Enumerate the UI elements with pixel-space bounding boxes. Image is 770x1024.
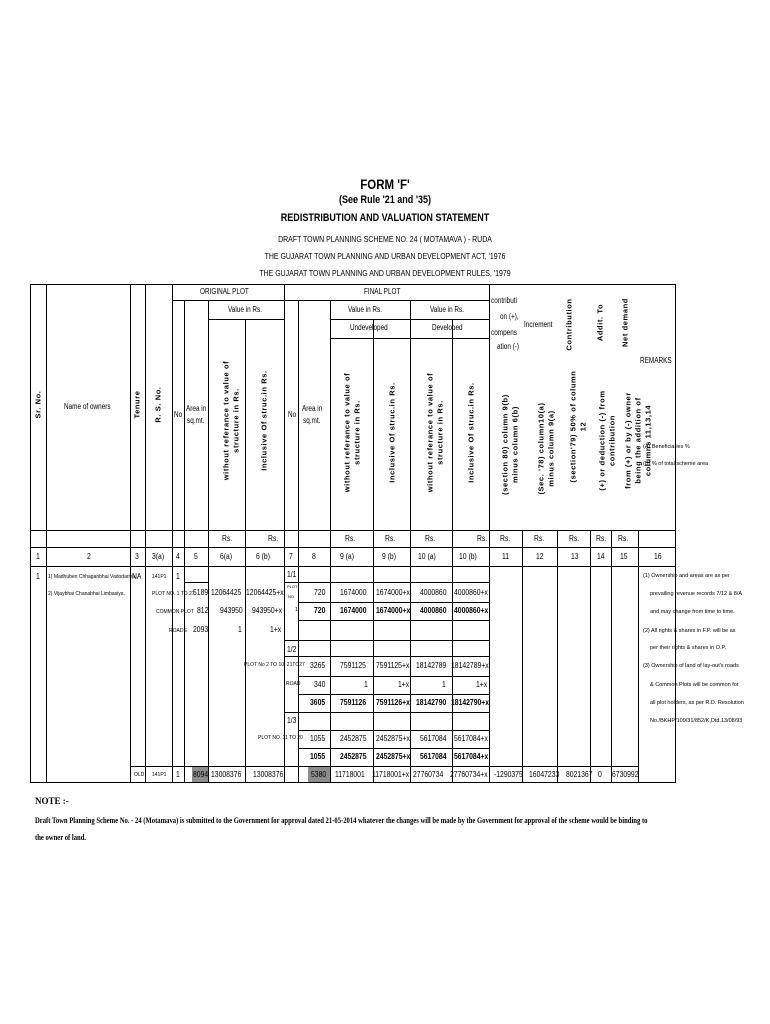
col-14-line2: contribution (607, 415, 617, 466)
remark-line-1: (1) Ownership and areas are as per (643, 573, 730, 579)
col-rsno: R. S. No. (153, 386, 163, 423)
scheme-title: DRAFT TOWN PLANNING SCHEME NO. 24 ( MOTAMAVA ) - RUDA (278, 234, 492, 244)
op-value-2b: 943950+x (252, 606, 283, 615)
plot3-label: PLOT NO. 11 TO 20 (258, 735, 303, 741)
col-area-final: Area in (302, 404, 323, 413)
undeveloped-header: Undeveloped (350, 323, 388, 332)
contri-label-1: contributi (491, 296, 517, 305)
total-13: 8021367 (566, 770, 593, 779)
remarks-b: (B) % of total scheme area (643, 461, 709, 467)
rs-11: Rs. (500, 534, 511, 543)
op-area-2: 812 (197, 606, 209, 615)
addit-label: Addit. To (595, 303, 605, 342)
col-11-line1: (section 80) column 9(b) (500, 394, 510, 495)
rs-10b: Rs. (477, 534, 488, 543)
colnum-3a: 3(a) (152, 552, 165, 561)
op-no-value: 1 (176, 572, 180, 581)
col-6a-line1: without referance to value of (221, 360, 231, 481)
colnum-5: 5 (194, 552, 198, 561)
op-area-3: 2093 (193, 625, 209, 634)
rs-10a: Rs. (425, 534, 436, 543)
note-line-1: Draft Town Planning Scheme No. - 24 (Motamava) is submitted to the Government for approval dated 21-05-2014 whatever the changes will be made by the Government for approval of the scheme would be binding to (35, 815, 648, 825)
fp3-9b: 2452875+x (376, 734, 410, 743)
plot2-label: PLOT No 2 TO 10, 21TO27 (244, 662, 305, 668)
remark-line-3: and may change from time to time. (650, 609, 735, 615)
colnum-9a: 9 (a) (340, 552, 354, 561)
remark-line-2: prevailing revenue records 7/12 & 8/A (650, 591, 743, 597)
original-plot-header: ORIGINAL PLOT (200, 287, 249, 296)
total-6b: 13008376 (253, 770, 284, 779)
total-12: 16047233 (529, 770, 560, 779)
col-6a-line2: structure in Rs. (231, 388, 241, 453)
col-no-final: No (288, 410, 297, 419)
total-9a: 11718001 (335, 770, 365, 779)
fp2-road-10b: 1+x (476, 680, 488, 689)
colnum-10a: 10 (a) (418, 552, 436, 561)
remark-line-5: per their rights & shares in O.P. (650, 645, 727, 651)
col-9a-line1: without referance to value of (342, 372, 352, 493)
rules-title: THE GUJARAT TOWN PLANNING AND URBAN DEVELOPMENT RULES, '1979 (259, 268, 511, 278)
fp3-10a: 5617084 (420, 734, 447, 743)
fp3-total-9a: 2452875 (340, 752, 367, 761)
fp1-10b: 4000860+x (454, 588, 488, 597)
fp2-road-9b: 1+x (398, 680, 410, 689)
fp3-total-10a: 5617084 (420, 752, 447, 761)
fp1-9b: 1674000+x (376, 588, 410, 597)
col-9b: Inclusive Of struc.in Rs. (387, 382, 397, 483)
op-value-3a: 1 (238, 625, 242, 634)
colnum-15: 15 (620, 552, 628, 561)
contri-label-4: ation (-) (497, 342, 520, 351)
fp3-9a: 2452875 (340, 734, 367, 743)
remark-line-9: No./BKHP/109/31/852/K,Dtd.13/08/93 (650, 718, 743, 724)
total-rsno: 141P1 (152, 772, 167, 778)
rs-9b: Rs. (385, 534, 396, 543)
colnum-3: 3 (135, 552, 139, 561)
colnum-8: 8 (312, 552, 316, 561)
total-15: 6730992 (612, 770, 639, 779)
col-15-line2: being the addition of (633, 397, 643, 484)
col-owners: Name of owners (64, 402, 111, 411)
col-12-line2: minus column 9(a) (546, 410, 556, 487)
fp1-10a: 4000860 (420, 588, 447, 597)
owner-1: 1) Madhuben Chhaganbhai Vadodariya (48, 574, 135, 580)
col-no-orig: No (174, 410, 183, 419)
colnum-2: 2 (87, 552, 91, 561)
total-6a: 13008376 (211, 770, 242, 779)
final-value-header-1: Value in Rs. (348, 305, 383, 314)
col-15-line3: columns 11,13,14 (643, 404, 653, 477)
fp3-total-10b: 5617084+x (454, 752, 489, 761)
op-value-2a: 943950 (220, 606, 243, 615)
fp3-area: 1055 (310, 734, 326, 743)
rsno-value: 141P1 (152, 574, 167, 580)
contribution-label: Contribution (564, 298, 574, 351)
col-15-line1: from (+) or by (-) owner (623, 392, 633, 489)
fp2-road-10a: 1 (442, 680, 446, 689)
col-srno: Sr. No. (33, 390, 43, 419)
rule-reference: (See Rule '21 and '35) (338, 194, 432, 206)
fp3-10b: 5617084+x (454, 734, 488, 743)
total-14: 0 (598, 770, 602, 779)
remarks-header: REMARKS (640, 356, 672, 365)
fp2-area: 3265 (310, 661, 326, 670)
remarks-a: (A) Beneficiaries % (643, 444, 690, 450)
row-srno: 1 (36, 572, 40, 581)
plot-no-label: PLOT NO. 1 TO 27 (152, 591, 195, 597)
final-plot-header: FINAL PLOT (364, 287, 401, 296)
col-13-line1: (section'79) 50% of column (568, 370, 578, 483)
fp-1-1: 1/1 (287, 570, 297, 579)
colnum-16: 16 (654, 552, 662, 561)
remark-line-7: & Common Plots will be common for (650, 682, 739, 688)
rs-14: Rs. (596, 534, 607, 543)
col-tenure: Tenure (132, 390, 142, 419)
col-10a-line2: structure in Rs. (435, 400, 445, 465)
op-area-1: 5189 (193, 588, 209, 597)
col-sqmt-final: sq.mt. (303, 416, 321, 425)
colnum-12: 12 (536, 552, 544, 561)
remark-line-4: (2) All rights & shares in F.P. will be as (643, 628, 736, 634)
fp2-10a: 18142789 (416, 661, 447, 670)
total-op-no: 1 (176, 770, 180, 779)
fp-1-3: 1/3 (287, 716, 297, 725)
fp-1-2: 1/2 (287, 645, 297, 654)
colnum-6b: 6 (b) (256, 552, 270, 561)
fp2-10b: 18142789+x (451, 661, 489, 670)
fp2-road-9a: 1 (364, 680, 368, 689)
increment-label: Increment (524, 320, 553, 329)
fp3-total-9b: 2452875+x (376, 752, 411, 761)
colnum-1: 1 (36, 552, 40, 561)
rs-9a: Rs. (345, 534, 356, 543)
col-12-line1: (Sec. '78) column10(a) (536, 402, 546, 495)
op-value-1a: 12064425 (211, 588, 242, 597)
col-area-orig: Area in (186, 404, 207, 413)
colnum-11: 11 (502, 552, 510, 561)
col-14-line1: (+) or deduction (-) from (597, 390, 607, 491)
developed-header: Developed (432, 323, 463, 332)
colnum-6a: 6(a) (220, 552, 233, 561)
rs-15: Rs. (618, 534, 629, 543)
fp1-total-10a: 4000860 (420, 606, 447, 615)
col-11-line2: minus column 6(b) (510, 406, 520, 483)
fp-one-label: 1 (295, 607, 298, 613)
statement-title: REDISTRIBUTION AND VALUATION STATEMENT (280, 212, 490, 224)
fp1-total-9a: 1674000 (340, 606, 367, 615)
total-11: -1290375 (494, 770, 523, 779)
note-heading: NOTE :- (35, 796, 69, 806)
remark-line-8: all plot holders, as per R.D. Resolution (650, 700, 744, 706)
colnum-7: 7 (289, 552, 293, 561)
total-old-label: OLD (134, 772, 145, 778)
remark-line-6: (3) Ownership of land of lay-out's roads (643, 663, 739, 669)
rs-12: Rs. (534, 534, 545, 543)
form-title: FORM 'F' (360, 176, 410, 192)
fp-no-label: NO. (288, 594, 296, 599)
colnum-14: 14 (597, 552, 605, 561)
contri-label-3: compens (491, 328, 517, 337)
road-label: ROAD (286, 681, 301, 687)
colnum-13: 13 (571, 552, 579, 561)
owner-2: 2) Vijaybhai Chanabhai Limbasiya. (48, 591, 125, 597)
note-line-2: the owner of land. (35, 832, 87, 842)
col-10a-line1: without referance to value of (425, 372, 435, 493)
fp2-road-area: 340 (314, 680, 326, 689)
colnum-4: 4 (176, 552, 180, 561)
net-demand-label: Net demand (620, 298, 630, 347)
fp1-total-10b: 4000860+x (454, 606, 489, 615)
colnum-9b: 9 (b) (382, 552, 396, 561)
op-value-3b: 1+x (270, 625, 282, 634)
col-6b: Inclusive Of struc.in Rs. (259, 370, 269, 471)
fp-plot-label: PLOT (287, 584, 298, 589)
common-plot-label: COMMON PLOT (156, 609, 194, 615)
fp3-total-area: 1055 (310, 752, 326, 761)
act-title: THE GUJARAT TOWN PLANNING AND URBAN DEVELOPMENT ACT, '1976 (264, 251, 506, 261)
fp2-total-9b: 7591126+x (376, 698, 410, 707)
tenure-value: NA (132, 572, 142, 581)
rs-6b: Rs. (268, 534, 279, 543)
total-9b: 11718001+x (372, 770, 410, 779)
col-13-line2: 12 (578, 421, 588, 432)
fp1-total-area: 720 (314, 606, 326, 615)
fp1-total-9b: 1674000+x (376, 606, 411, 615)
fp1-9a: 1674000 (340, 588, 367, 597)
contri-label-2: on (+), (500, 312, 519, 321)
roads-label: ROADS (169, 628, 187, 634)
fp1-area: 720 (314, 588, 326, 597)
rs-6a: Rs. (222, 534, 233, 543)
total-10a: 27760734 (413, 770, 444, 779)
colnum-10b: 10 (b) (459, 552, 477, 561)
fp2-9b: 7591125+x (376, 661, 410, 670)
total-10b: 27760734+x (450, 770, 488, 779)
fp2-total-10a: 18142790 (416, 698, 447, 707)
orig-value-header: Value in Rs. (228, 305, 263, 314)
col-10b: Inclusive Of struc.in Rs. (466, 382, 476, 483)
total-op-area: 8094 (193, 770, 209, 779)
fp2-total-10b: 18142790+x (451, 698, 490, 707)
col-sqmt-orig: sq.mt. (187, 416, 205, 425)
fp2-9a: 7591125 (340, 661, 366, 670)
col-9a-line2: structure in Rs. (352, 400, 362, 465)
fp2-total-9a: 7591126 (340, 698, 367, 707)
fp2-total-area: 3605 (310, 698, 326, 707)
final-value-header-2: Value in Rs. (430, 305, 465, 314)
op-value-1b: 12064425+x (246, 588, 284, 597)
total-fp-area: 5380 (311, 770, 327, 779)
rs-13: Rs. (569, 534, 580, 543)
